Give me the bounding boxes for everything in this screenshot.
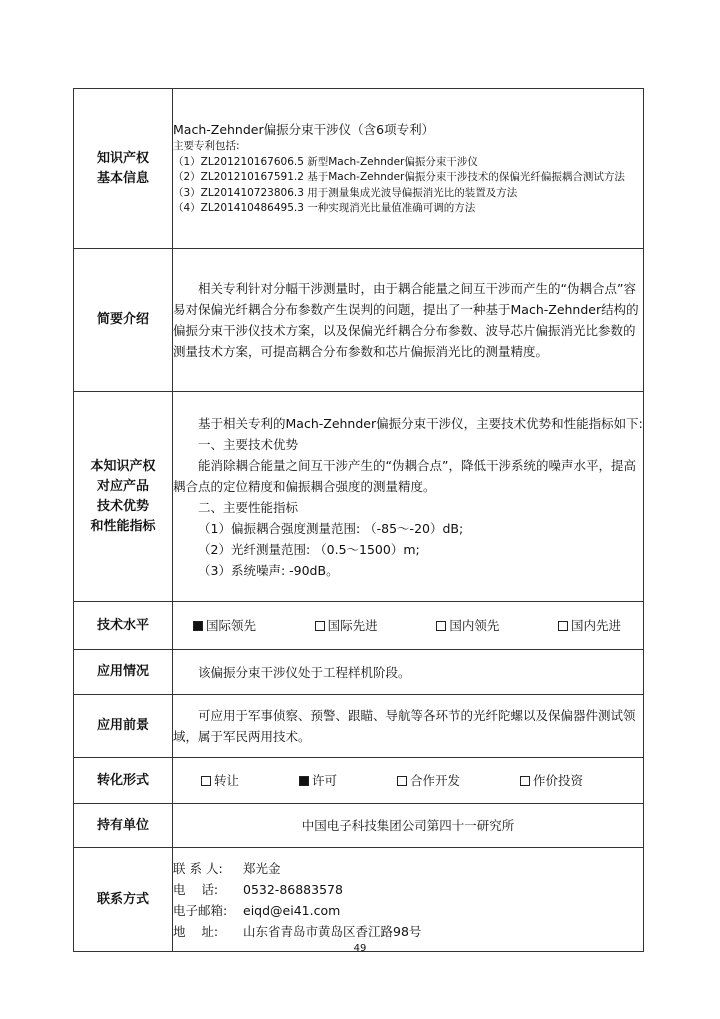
application-text: 该偏振分束干涉仪处于工程样机阶段。	[198, 664, 411, 680]
row-application	[74, 650, 644, 695]
contact-content	[173, 848, 644, 952]
contact-key: 电子邮箱:	[173, 902, 228, 918]
tech-level-options	[173, 602, 644, 650]
row-holder	[74, 804, 644, 848]
patent-item: （1）ZL201210167606.5 新型Mach-Zehnder偏振分束干涉仪	[173, 155, 478, 168]
advantages-heading-1: 一、主要技术优势	[198, 436, 299, 452]
row-prospect	[74, 695, 644, 758]
contact-value: 山东省青岛市黄岛区香江路98号	[243, 923, 422, 939]
checkbox-icon	[201, 776, 211, 786]
spec-item: （3）系统噪声: -90dB。	[198, 562, 339, 578]
contact-key: 电 话:	[173, 881, 219, 897]
checkbox-icon	[315, 621, 325, 631]
advantages-label	[74, 392, 173, 602]
label-line: 和性能指标	[90, 518, 156, 534]
checkbox-icon	[520, 776, 530, 786]
patent-item: （3）ZL201410723806.3 用于测量集成光波导偏振消光比的装置及方法	[173, 186, 518, 199]
tech-level-option[interactable]	[558, 615, 621, 636]
advantages-paragraph: 能消除耦合能量之间互干涉产生的“伪耦合点”，降低干涉系统的噪声水平，提高耦合点的定位精度和偏振耦合强度的测量精度。	[173, 457, 636, 494]
option-label: 许可	[311, 773, 337, 788]
prospect-label: 应用前景	[74, 695, 173, 758]
checkbox-icon	[436, 621, 446, 631]
info-table	[73, 88, 644, 952]
application-label: 应用情况	[74, 650, 173, 695]
application-content	[173, 650, 644, 695]
spec-item: （2）光纤测量范围: （0.5～1500）m;	[198, 541, 420, 557]
summary-label: 简要介绍	[74, 249, 173, 392]
ip-title: Mach-Zehnder偏振分束干涉仪（含6项专利）	[173, 122, 435, 138]
contact-row	[173, 900, 643, 921]
row-tech-level	[74, 602, 644, 650]
transfer-option[interactable]	[397, 770, 460, 791]
row-advantages	[74, 392, 644, 602]
option-label: 作价投资	[532, 773, 583, 788]
row-transfer	[74, 758, 644, 804]
option-label: 合作开发	[409, 773, 460, 788]
contact-value[interactable]: eiqd@ei41.com	[243, 902, 341, 918]
patent-item: （2）ZL201210167591.2 基于Mach-Zehnder偏振分束干涉技术的保偏光纤偏振耦合测试方法	[173, 171, 625, 184]
holder-text: 中国电子科技集团公司第四十一研究所	[301, 818, 515, 833]
label-line: 基本信息	[96, 170, 149, 186]
checkbox-icon	[193, 621, 203, 631]
holder-label: 持有单位	[74, 804, 173, 848]
row-ip-info	[74, 89, 644, 249]
contact-label: 联系方式	[74, 848, 173, 952]
tech-level-option[interactable]	[193, 615, 256, 636]
transfer-option[interactable]	[299, 770, 337, 791]
prospect-content	[173, 695, 644, 758]
contact-row	[173, 921, 643, 942]
transfer-option[interactable]	[201, 770, 239, 791]
tech-level-option-list	[173, 615, 643, 636]
ip-info-label	[74, 89, 173, 249]
tech-level-label: 技术水平	[74, 602, 173, 650]
option-label: 国际领先	[206, 618, 257, 633]
label-line: 对应产品	[96, 478, 149, 494]
option-label: 转让	[214, 773, 240, 788]
transfer-option-list	[173, 770, 643, 791]
option-label: 国内领先	[449, 618, 500, 633]
advantages-intro: 基于相关专利的Mach-Zehnder偏振分束干涉仪，主要技术优势和性能指标如下:	[198, 415, 643, 431]
advantages-content	[173, 392, 644, 602]
page-number: 49	[353, 943, 367, 954]
contact-row	[173, 858, 643, 879]
tech-level-option[interactable]	[315, 615, 378, 636]
contact-key: 联 系 人:	[173, 860, 223, 876]
patent-item: （4）ZL201410486495.3 一种实现消光比量值准确可调的方法	[173, 202, 476, 215]
summary-text: 相关专利针对分幅干涉测量时，由于耦合能量之间互干涉而产生的“伪耦合点”容易对保偏光纤耦合分布参数产生误判的问题，提出了一种基于Mach-Zehnder结构的偏振分束干涉仪技术方案，以及保偏光纤耦合分布参数、波导芯片偏振消光比参数的测量技术方案，可提高耦合分布参数和芯片偏振消光比的测量精度。	[173, 281, 639, 359]
checkbox-icon	[397, 776, 407, 786]
summary-content	[173, 249, 644, 392]
spec-item: （1）偏振耦合强度测量范围: （-85～-20）dB;	[198, 520, 464, 536]
checkbox-icon	[558, 621, 568, 631]
prospect-text: 可应用于军事侦察、预警、跟瞄、导航等各环节的光纤陀螺以及保偏器件测试领域，属于军民两用技术。	[173, 708, 636, 744]
contact-value: 郑光金	[243, 860, 281, 876]
label-line: 技术优势	[96, 498, 149, 514]
option-label: 国际先进	[327, 618, 378, 633]
label-line: 本知识产权	[90, 458, 156, 474]
row-contact	[74, 848, 644, 952]
transfer-options	[173, 758, 644, 804]
contact-value: 0532-86883578	[243, 881, 343, 897]
holder-content	[173, 804, 644, 848]
row-summary	[74, 249, 644, 392]
tech-level-option[interactable]	[436, 615, 499, 636]
option-label: 国内先进	[570, 618, 621, 633]
advantages-heading-2: 二、主要性能指标	[198, 499, 299, 515]
contact-row	[173, 879, 643, 900]
contact-key: 地 址:	[173, 923, 219, 939]
checkbox-icon	[299, 776, 309, 786]
transfer-label: 转化形式	[74, 758, 173, 804]
label-line: 知识产权	[96, 150, 149, 166]
ip-info-content	[173, 89, 644, 249]
patents-intro: 主要专利包括:	[173, 140, 240, 153]
transfer-option[interactable]	[520, 770, 583, 791]
